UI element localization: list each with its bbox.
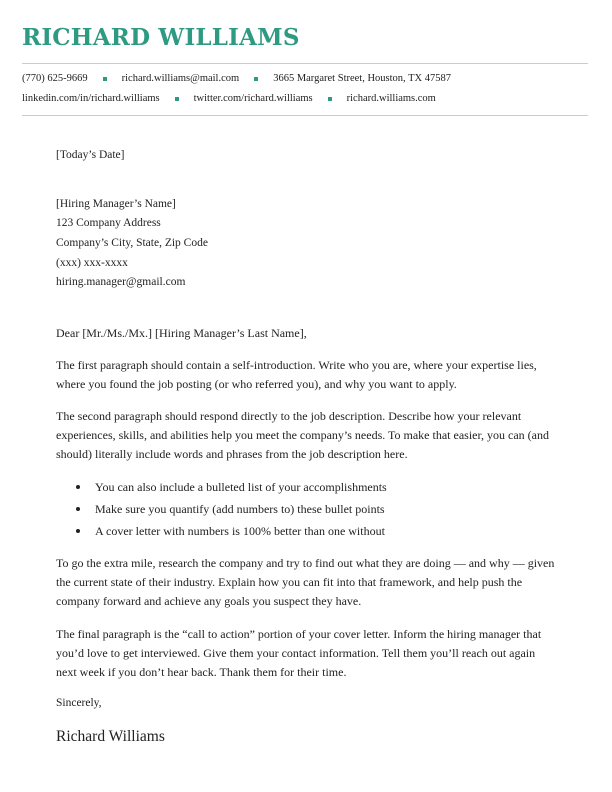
paragraph-1: The first paragraph should contain a self-introduction. Write who you are, where your expertise lies, where you found the job posting (or who referred you), and why you want to apply.	[56, 358, 537, 391]
square-bullet-icon	[103, 77, 107, 81]
salutation: Dear [Mr./Ms./Mx.] [Hiring Manager’s Last Name],	[56, 326, 307, 340]
recipient-email: hiring.manager@gmail.com	[56, 276, 186, 288]
list-item	[56, 478, 387, 500]
contact-address: 3665 Margaret Street, Houston, TX 47587	[273, 73, 451, 84]
letter-date: [Today’s Date]	[56, 149, 125, 161]
recipient-address: 123 Company Address	[56, 217, 161, 229]
bullet-icon	[76, 485, 80, 489]
header-divider-bottom	[22, 115, 588, 116]
recipient-phone: (xxx) xxx-xxxx	[56, 257, 128, 269]
applicant-name: RICHARD WILLIAMS	[22, 24, 300, 51]
list-item-text: You can also include a bulleted list of your accomplishments	[95, 480, 387, 494]
paragraph-3: To go the extra mile, research the company and try to find out what they are doing — and why — given the current state of their industry. Explain how you can fit into that framework, and help push the company forward and achieve any goals you suspect they have.	[56, 556, 555, 608]
list-item-text: A cover letter with numbers is 100% better than one without	[95, 524, 385, 538]
bullet-icon	[76, 529, 80, 533]
paragraph-2: The second paragraph should respond directly to the job description. Describe how your relevant experiences, skills, and abilities help you meet the company’s needs. To make that easier, you can (and should) literally include words and phrases from the job description here.	[56, 409, 549, 461]
recipient-city: Company’s City, State, Zip Code	[56, 237, 208, 249]
paragraph-4: The final paragraph is the “call to action” portion of your cover letter. Inform the hiring manager that you’d love to get interviewed. Give them your contact information. Tell them you’ll reach out again next week if you don’t hear back. Thank them for their time.	[56, 627, 542, 679]
closing: Sincerely,	[56, 697, 102, 709]
contact-twitter: twitter.com/richard.williams	[193, 93, 313, 104]
contact-website: richard.williams.com	[346, 93, 436, 104]
list-item	[56, 500, 387, 522]
header-divider-top	[22, 63, 588, 64]
recipient-name: [Hiring Manager’s Name]	[56, 198, 176, 210]
contact-phone: (770) 625-9669	[22, 73, 88, 84]
contact-email: richard.williams@mail.com	[121, 73, 240, 84]
square-bullet-icon	[175, 97, 179, 101]
bullet-icon	[76, 507, 80, 511]
contact-linkedin: linkedin.com/in/richard.williams	[22, 93, 160, 104]
square-bullet-icon	[328, 97, 332, 101]
list-item	[56, 522, 387, 544]
list-item-text: Make sure you quantify (add numbers to) these bullet points	[95, 502, 385, 516]
signature: Richard Williams	[56, 728, 165, 745]
accomplishments-list	[56, 478, 387, 544]
contact-line-2	[22, 93, 436, 104]
square-bullet-icon	[254, 77, 258, 81]
contact-line-1	[22, 73, 451, 84]
